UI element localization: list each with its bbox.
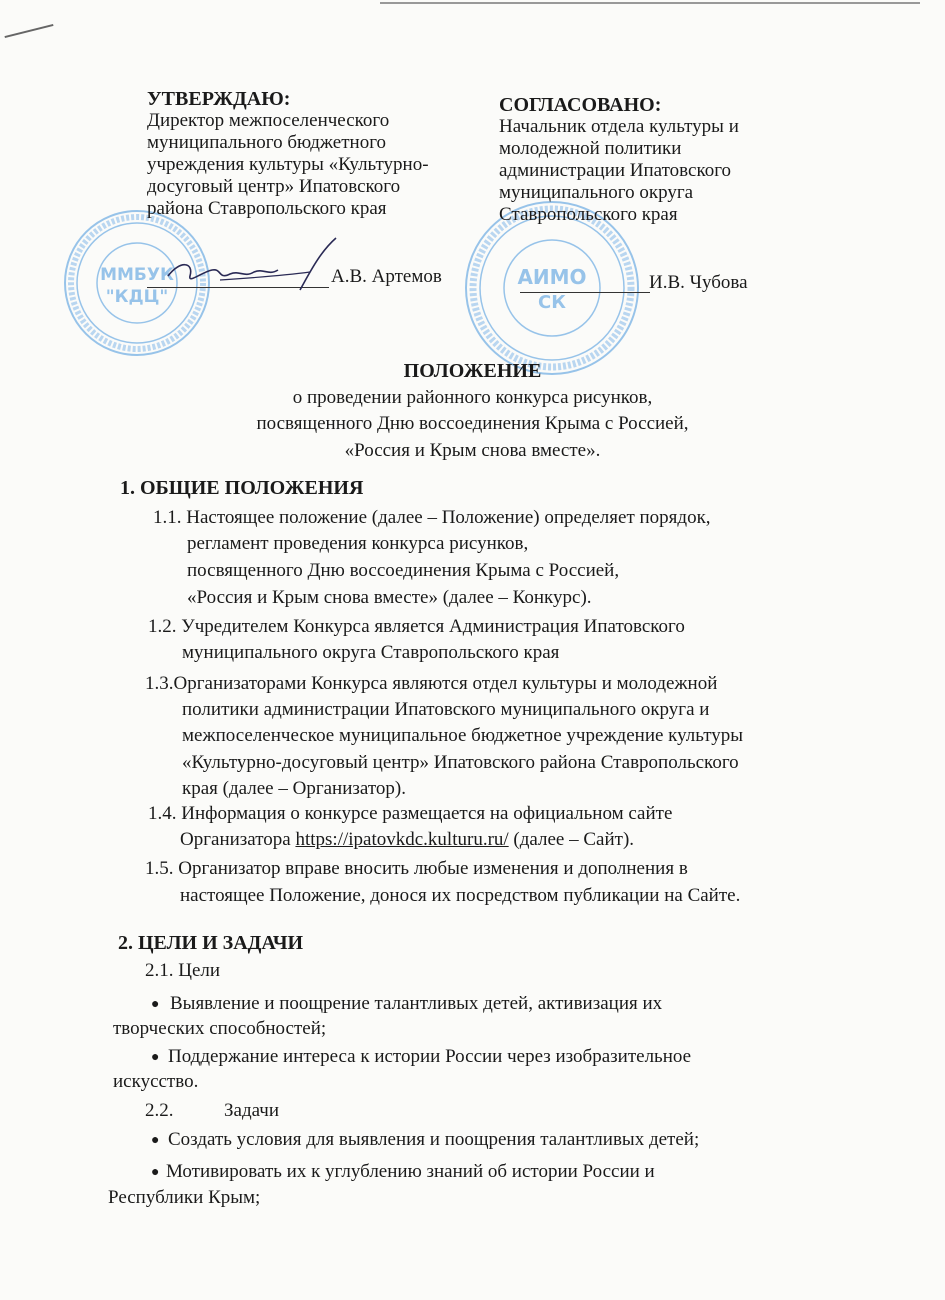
paragraph-line: творческих способностей;	[113, 1018, 327, 1039]
paragraph-line: межпоселенческое муниципальное бюджетное учреждение культуры	[182, 725, 744, 746]
left-stamp-text: ММБУК	[100, 265, 174, 285]
paragraph-line: Поддержание интереса к истории России через изобразительное	[168, 1046, 692, 1067]
paragraph-line: политики администрации Ипатовского муниципального округа и	[182, 699, 710, 720]
bullet-icon: ●	[151, 1133, 160, 1148]
agree-heading: СОГЛАСОВАНО:	[499, 94, 662, 116]
paragraph-line: Задачи	[224, 1100, 280, 1121]
agree-line: Начальник отдела культуры и	[499, 116, 739, 137]
bullet-icon: ●	[151, 1050, 160, 1065]
agree-line: молодежной политики	[499, 138, 682, 159]
paragraph-line: Выявление и поощрение талантливых детей, активизация их	[170, 993, 663, 1014]
paragraph-line: искусство.	[113, 1071, 199, 1092]
bullet-icon: ●	[151, 1165, 160, 1180]
document-subtitle: «Россия и Крым снова вместе».	[344, 440, 601, 461]
agree-line: Ставропольского края	[499, 204, 678, 225]
paragraph-line: 2.2.	[145, 1100, 174, 1121]
paragraph-line	[180, 829, 634, 851]
approve-signature	[160, 232, 360, 302]
agree-signer: И.В. Чубова	[649, 272, 748, 293]
paragraph-line: 1.5. Организатор вправе вносить любые изменения и дополнения в	[145, 858, 688, 879]
right-stamp-text2: СК	[538, 292, 566, 313]
scan-top-line	[380, 2, 920, 4]
paragraph-text: (далее – Сайт).	[508, 829, 635, 850]
section-heading: 2. ЦЕЛИ И ЗАДАЧИ	[118, 932, 304, 954]
agree-block	[499, 94, 799, 226]
paragraph-line: 1.4. Информация о конкурсе размещается на официальном сайте	[148, 803, 673, 824]
paragraph-line: «Россия и Крым снова вместе» (далее – Конкурс).	[187, 587, 592, 608]
approve-line: досуговый центр» Ипатовского	[147, 176, 401, 197]
paragraph-line: регламент проведения конкурса рисунков,	[187, 533, 529, 554]
paragraph-line: 1.2. Учредителем Конкурса является Администрация Ипатовского	[148, 616, 685, 637]
organizer-site-link[interactable]: https://ipatovkdc.kulturu.ru/	[295, 829, 509, 850]
document-subtitle: о проведении районного конкурса рисунков,	[292, 387, 653, 408]
agree-line: администрации Ипатовского	[499, 160, 732, 181]
section-heading: 1. ОБЩИЕ ПОЛОЖЕНИЯ	[120, 477, 364, 499]
paragraph-line: Мотивировать их к углублению знаний об истории России и	[166, 1161, 655, 1182]
document-title: ПОЛОЖЕНИЕ	[403, 360, 542, 382]
paragraph-line: настоящее Положение, донося их посредством публикации на Сайте.	[180, 885, 741, 906]
approve-signer: А.В. Артемов	[331, 266, 442, 287]
paragraph-line: 1.3.Организаторами Конкурса являются отдел культуры и молодежной	[145, 673, 718, 694]
agree-signature-line	[520, 292, 650, 293]
approve-heading: УТВЕРЖДАЮ:	[147, 88, 291, 110]
right-stamp-text: АИМО	[517, 265, 587, 289]
approve-line: учреждения культуры «Культурно-	[147, 154, 429, 175]
left-stamp-text2: "КДЦ"	[105, 287, 169, 307]
paragraph-text: Организатора	[180, 829, 296, 850]
paragraph-line: края (далее – Организатор).	[182, 778, 406, 799]
paragraph-line: 2.1. Цели	[145, 960, 221, 981]
scan-edge-mark	[5, 24, 54, 38]
paragraph-line: посвященного Дню воссоединения Крыма с Россией,	[187, 560, 620, 581]
paragraph-line: Создать условия для выявления и поощрения талантливых детей;	[168, 1129, 700, 1150]
approve-line: района Ставропольского края	[147, 198, 387, 219]
paragraph-line: Республики Крым;	[108, 1187, 261, 1208]
document-subtitle: посвященного Дню воссоединения Крыма с Россией,	[256, 413, 689, 434]
approve-block	[147, 88, 487, 220]
approve-line: муниципального бюджетного	[147, 132, 387, 153]
paragraph-line: муниципального округа Ставропольского края	[182, 642, 560, 663]
agree-line: муниципального округа	[499, 182, 694, 203]
paragraph-line: 1.1. Настоящее положение (далее – Положение) определяет порядок,	[153, 507, 711, 528]
approve-line: Директор межпоселенческого	[147, 110, 390, 131]
paragraph-line: «Культурно-досуговый центр» Ипатовского района Ставропольского	[182, 752, 739, 773]
bullet-icon: ●	[151, 997, 160, 1012]
